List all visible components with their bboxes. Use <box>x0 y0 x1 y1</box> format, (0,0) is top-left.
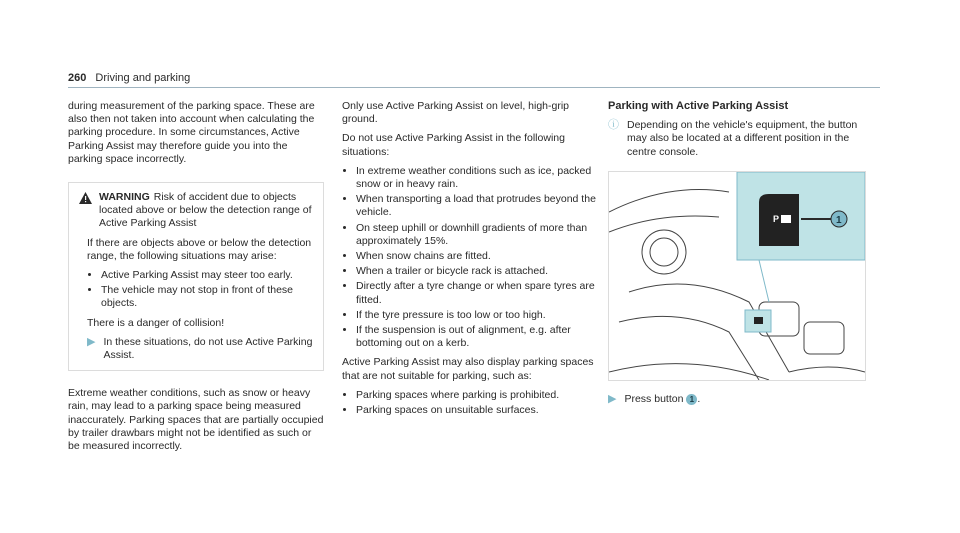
note-text: Depending on the vehicle's equipment, the button may also be located at a different position in the centre console. <box>627 119 858 158</box>
column-2 <box>342 100 598 423</box>
note <box>608 119 866 159</box>
warning-header <box>79 191 313 231</box>
figure-callout: 1 <box>836 214 842 226</box>
unsuitable-list <box>342 389 598 417</box>
paragraph-2: Do not use Active Parking Assist in the following situations: <box>342 132 565 158</box>
press-step-end: . <box>697 392 701 405</box>
list-item: • If the suspension is out of alignment, e.g. after bottoming out on a kerb. <box>356 324 598 350</box>
step-arrow-icon: ▶ <box>87 335 96 348</box>
list-item: • The vehicle may not stop in front of these objects. <box>101 284 313 310</box>
section-title: Driving and parking <box>95 72 191 84</box>
list-item: • Active Parking Assist may steer too early. <box>101 269 313 282</box>
button-1-badge: 1 <box>686 394 697 405</box>
list-item: • If the tyre pressure is too low or too high. <box>356 309 598 322</box>
warning-box <box>68 182 324 371</box>
page-number: 260 <box>68 72 87 84</box>
list-item: • Parking spaces on unsuitable surfaces. <box>356 404 598 417</box>
step-arrow-icon: ▶ <box>608 392 617 405</box>
warning-headline: Risk of accident due to objects located above or below the detection range of Active Parking Assist <box>99 191 312 230</box>
list-item: • When transporting a load that protrudes beyond the vehicle. <box>356 193 598 219</box>
intro-paragraph: during measurement of the parking space. These are also then not taken into account when calculating the parking procedure. In some circumstances, Active Parking Assist may therefore guide you into the parking space incorrectly. <box>68 100 315 165</box>
outro-paragraph: Extreme weather conditions, such as snow or heavy rain, may lead to a parking space being measured inaccurately. Parking spaces that are partially occupied by trailer drawbars might not be identified as such or be measured incorrectly. <box>68 387 324 453</box>
warning-list <box>87 269 313 311</box>
list-item: • Directly after a tyre change or when spare tyres are fitted. <box>356 280 598 306</box>
svg-text:P: P <box>773 213 780 224</box>
section-heading: Parking with Active Parking Assist <box>608 100 789 112</box>
warning-step-text: In these situations, do not use Active Parking Assist. <box>103 335 313 362</box>
warning-step <box>87 336 313 362</box>
paragraph-3: Active Parking Assist may also display parking spaces that are not suitable for parking, such as: <box>342 356 594 382</box>
situations-list <box>342 165 598 351</box>
warning-triangle-icon <box>79 192 93 231</box>
column-3 <box>608 100 866 406</box>
press-step-text: Press button <box>624 392 684 405</box>
warning-title: WARNING <box>99 191 150 204</box>
header-rule <box>68 87 880 88</box>
info-icon: ⓘ <box>608 119 619 132</box>
list-item: • In extreme weather conditions such as ice, packed snow or in heavy rain. <box>356 165 598 191</box>
center-console-figure <box>608 171 866 381</box>
console-illustration <box>609 172 865 380</box>
list-item: • On steep uphill or downhill gradients of more than approximately 15%. <box>356 222 598 248</box>
list-item: • Parking spaces where parking is prohibited. <box>356 389 598 402</box>
danger-text: There is a danger of collision! <box>87 316 225 329</box>
warning-text: If there are objects above or below the detection range, the following situations may arise: <box>87 236 312 262</box>
list-item: • When snow chains are fitted. <box>356 250 598 263</box>
press-step <box>608 393 866 406</box>
column-1 <box>68 100 324 459</box>
paragraph-1: Only use Active Parking Assist on level, high-grip ground. <box>342 100 570 126</box>
page-header <box>68 72 190 84</box>
list-item: • When a trailer or bicycle rack is attached. <box>356 265 598 278</box>
